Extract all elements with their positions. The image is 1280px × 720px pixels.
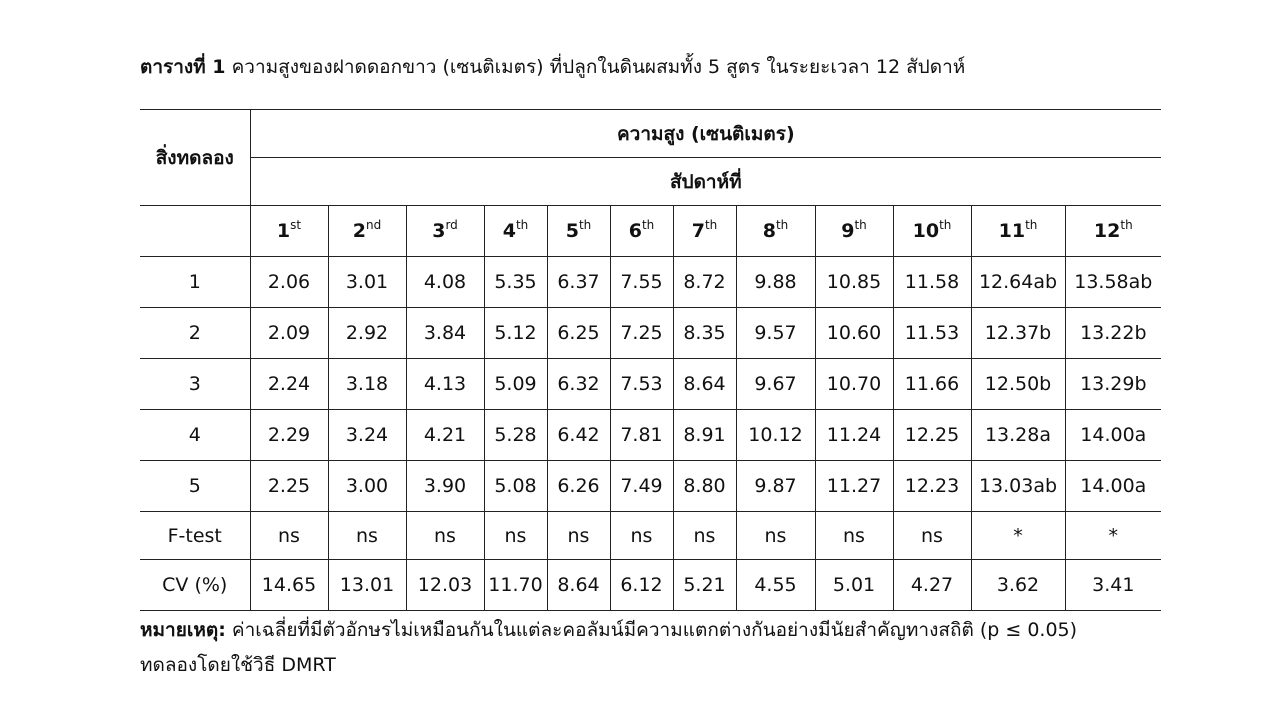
table-cell: 2.09 [250,308,328,359]
table-cell: * [1065,512,1161,560]
table-cell: 13.03ab [971,461,1065,512]
week-header: 4th [484,206,547,257]
table-cell: 5.21 [673,560,736,611]
note-text: ค่าเฉลี่ยที่มีตัวอักษรไม่เหมือนกันในแต่ละคอลัมน์มีความแตกต่างกันอย่างมีนัยสำคัญทางสถิติ (p ≤ 0.05) [231,619,1078,641]
table-cell: 10.70 [815,359,893,410]
table-cell: 4.21 [406,410,484,461]
cv-label: CV (%) [140,560,250,611]
treatment-label: 1 [140,257,250,308]
table-cell: 14.00a [1065,410,1161,461]
table-cell: 6.37 [547,257,610,308]
table-cell: 6.42 [547,410,610,461]
table-cell: ns [736,512,815,560]
table-cell: 9.67 [736,359,815,410]
table-cell: 7.53 [610,359,673,410]
table-cell: ns [484,512,547,560]
table-cell: ns [406,512,484,560]
treatment-label: 3 [140,359,250,410]
note-line-1 [140,613,1240,648]
table-cell: 5.09 [484,359,547,410]
treatment-label: 2 [140,308,250,359]
week-header: 2nd [328,206,406,257]
treatment-header-spacer [140,206,250,257]
table-cell: 2.25 [250,461,328,512]
table-note [140,613,1240,683]
table-cell: 14.00a [1065,461,1161,512]
table-cell: 8.64 [673,359,736,410]
week-header: 11th [971,206,1065,257]
table-cell: 4.08 [406,257,484,308]
table-cell: 7.55 [610,257,673,308]
table-cell: 10.60 [815,308,893,359]
table-cell: 9.57 [736,308,815,359]
table-cell: 13.01 [328,560,406,611]
height-table [140,109,1161,611]
table-cell: 12.23 [893,461,971,512]
table-row [140,410,1161,461]
table-cell: 11.53 [893,308,971,359]
week-header: 9th [815,206,893,257]
table-cell: 8.35 [673,308,736,359]
table-cell: ns [815,512,893,560]
cv-row [140,560,1161,611]
table-cell: 3.84 [406,308,484,359]
table-row [140,461,1161,512]
table-cell: 5.28 [484,410,547,461]
table-cell: ns [547,512,610,560]
table-cell: ns [673,512,736,560]
table-cell: 8.80 [673,461,736,512]
table-cell: 2.24 [250,359,328,410]
table-cell: 10.85 [815,257,893,308]
week-header: 3rd [406,206,484,257]
table-cell: 7.25 [610,308,673,359]
week-header: 5th [547,206,610,257]
table-cell: 4.55 [736,560,815,611]
week-header: 7th [673,206,736,257]
table-cell: 11.66 [893,359,971,410]
table-cell: 6.12 [610,560,673,611]
table-cell: 3.00 [328,461,406,512]
table-cell: 3.24 [328,410,406,461]
table-row [140,359,1161,410]
table-cell: 12.25 [893,410,971,461]
table-cell: 5.12 [484,308,547,359]
treatment-label: 5 [140,461,250,512]
table-cell: 2.06 [250,257,328,308]
table-cell: 11.58 [893,257,971,308]
table-cell: 4.27 [893,560,971,611]
table-cell: 13.58ab [1065,257,1161,308]
table-cell: 11.24 [815,410,893,461]
note-line-2: ทดลองโดยใช้วิธี DMRT [140,654,336,676]
week-header: 12th [1065,206,1161,257]
ftest-label: F-test [140,512,250,560]
table-cell: 7.81 [610,410,673,461]
week-header-row [140,206,1161,257]
treatment-label: 4 [140,410,250,461]
table-cell: 12.50b [971,359,1065,410]
table-cell: 6.32 [547,359,610,410]
table-cell: 12.37b [971,308,1065,359]
table-cell: 13.22b [1065,308,1161,359]
table-cell: 12.64ab [971,257,1065,308]
week-group-header: สัปดาห์ที่ [250,158,1161,206]
table-cell: 6.25 [547,308,610,359]
table-cell: 6.26 [547,461,610,512]
ftest-row [140,512,1161,560]
table-cell: 5.08 [484,461,547,512]
table-cell: 11.27 [815,461,893,512]
table-cell: 10.12 [736,410,815,461]
treatment-header: สิ่งทดลอง [140,110,250,206]
table-cell: 7.49 [610,461,673,512]
table-cell: 9.88 [736,257,815,308]
table-cell: 8.64 [547,560,610,611]
table-cell: 8.72 [673,257,736,308]
table-row [140,257,1161,308]
table-cell: ns [250,512,328,560]
table-cell: ns [610,512,673,560]
table-cell: 2.92 [328,308,406,359]
table-row [140,308,1161,359]
table-cell: 9.87 [736,461,815,512]
table-cell: ns [328,512,406,560]
table-cell: 13.28a [971,410,1065,461]
note-label: หมายเหตุ: [140,619,226,641]
table-cell: 11.70 [484,560,547,611]
table-cell: 13.29b [1065,359,1161,410]
table-cell: 14.65 [250,560,328,611]
table-caption [140,50,1240,84]
caption-label: ตารางที่ 1 [140,56,226,78]
table-cell: ns [893,512,971,560]
week-header: 1st [250,206,328,257]
table-cell: 5.01 [815,560,893,611]
table-cell: 3.01 [328,257,406,308]
caption-text: ความสูงของฝาดดอกขาว (เซนติเมตร) ที่ปลูกในดินผสมทั้ง 5 สูตร ในระยะเวลา 12 สัปดาห์ [231,56,966,78]
table-cell: 5.35 [484,257,547,308]
week-header: 10th [893,206,971,257]
table-cell: 4.13 [406,359,484,410]
week-header: 8th [736,206,815,257]
table-cell: 3.41 [1065,560,1161,611]
table-cell: 3.90 [406,461,484,512]
height-group-header: ความสูง (เซนติเมตร) [250,110,1161,158]
table-cell: 8.91 [673,410,736,461]
table-cell: 2.29 [250,410,328,461]
table-cell: * [971,512,1065,560]
table-cell: 12.03 [406,560,484,611]
table-cell: 3.62 [971,560,1065,611]
week-header: 6th [610,206,673,257]
table-cell: 3.18 [328,359,406,410]
